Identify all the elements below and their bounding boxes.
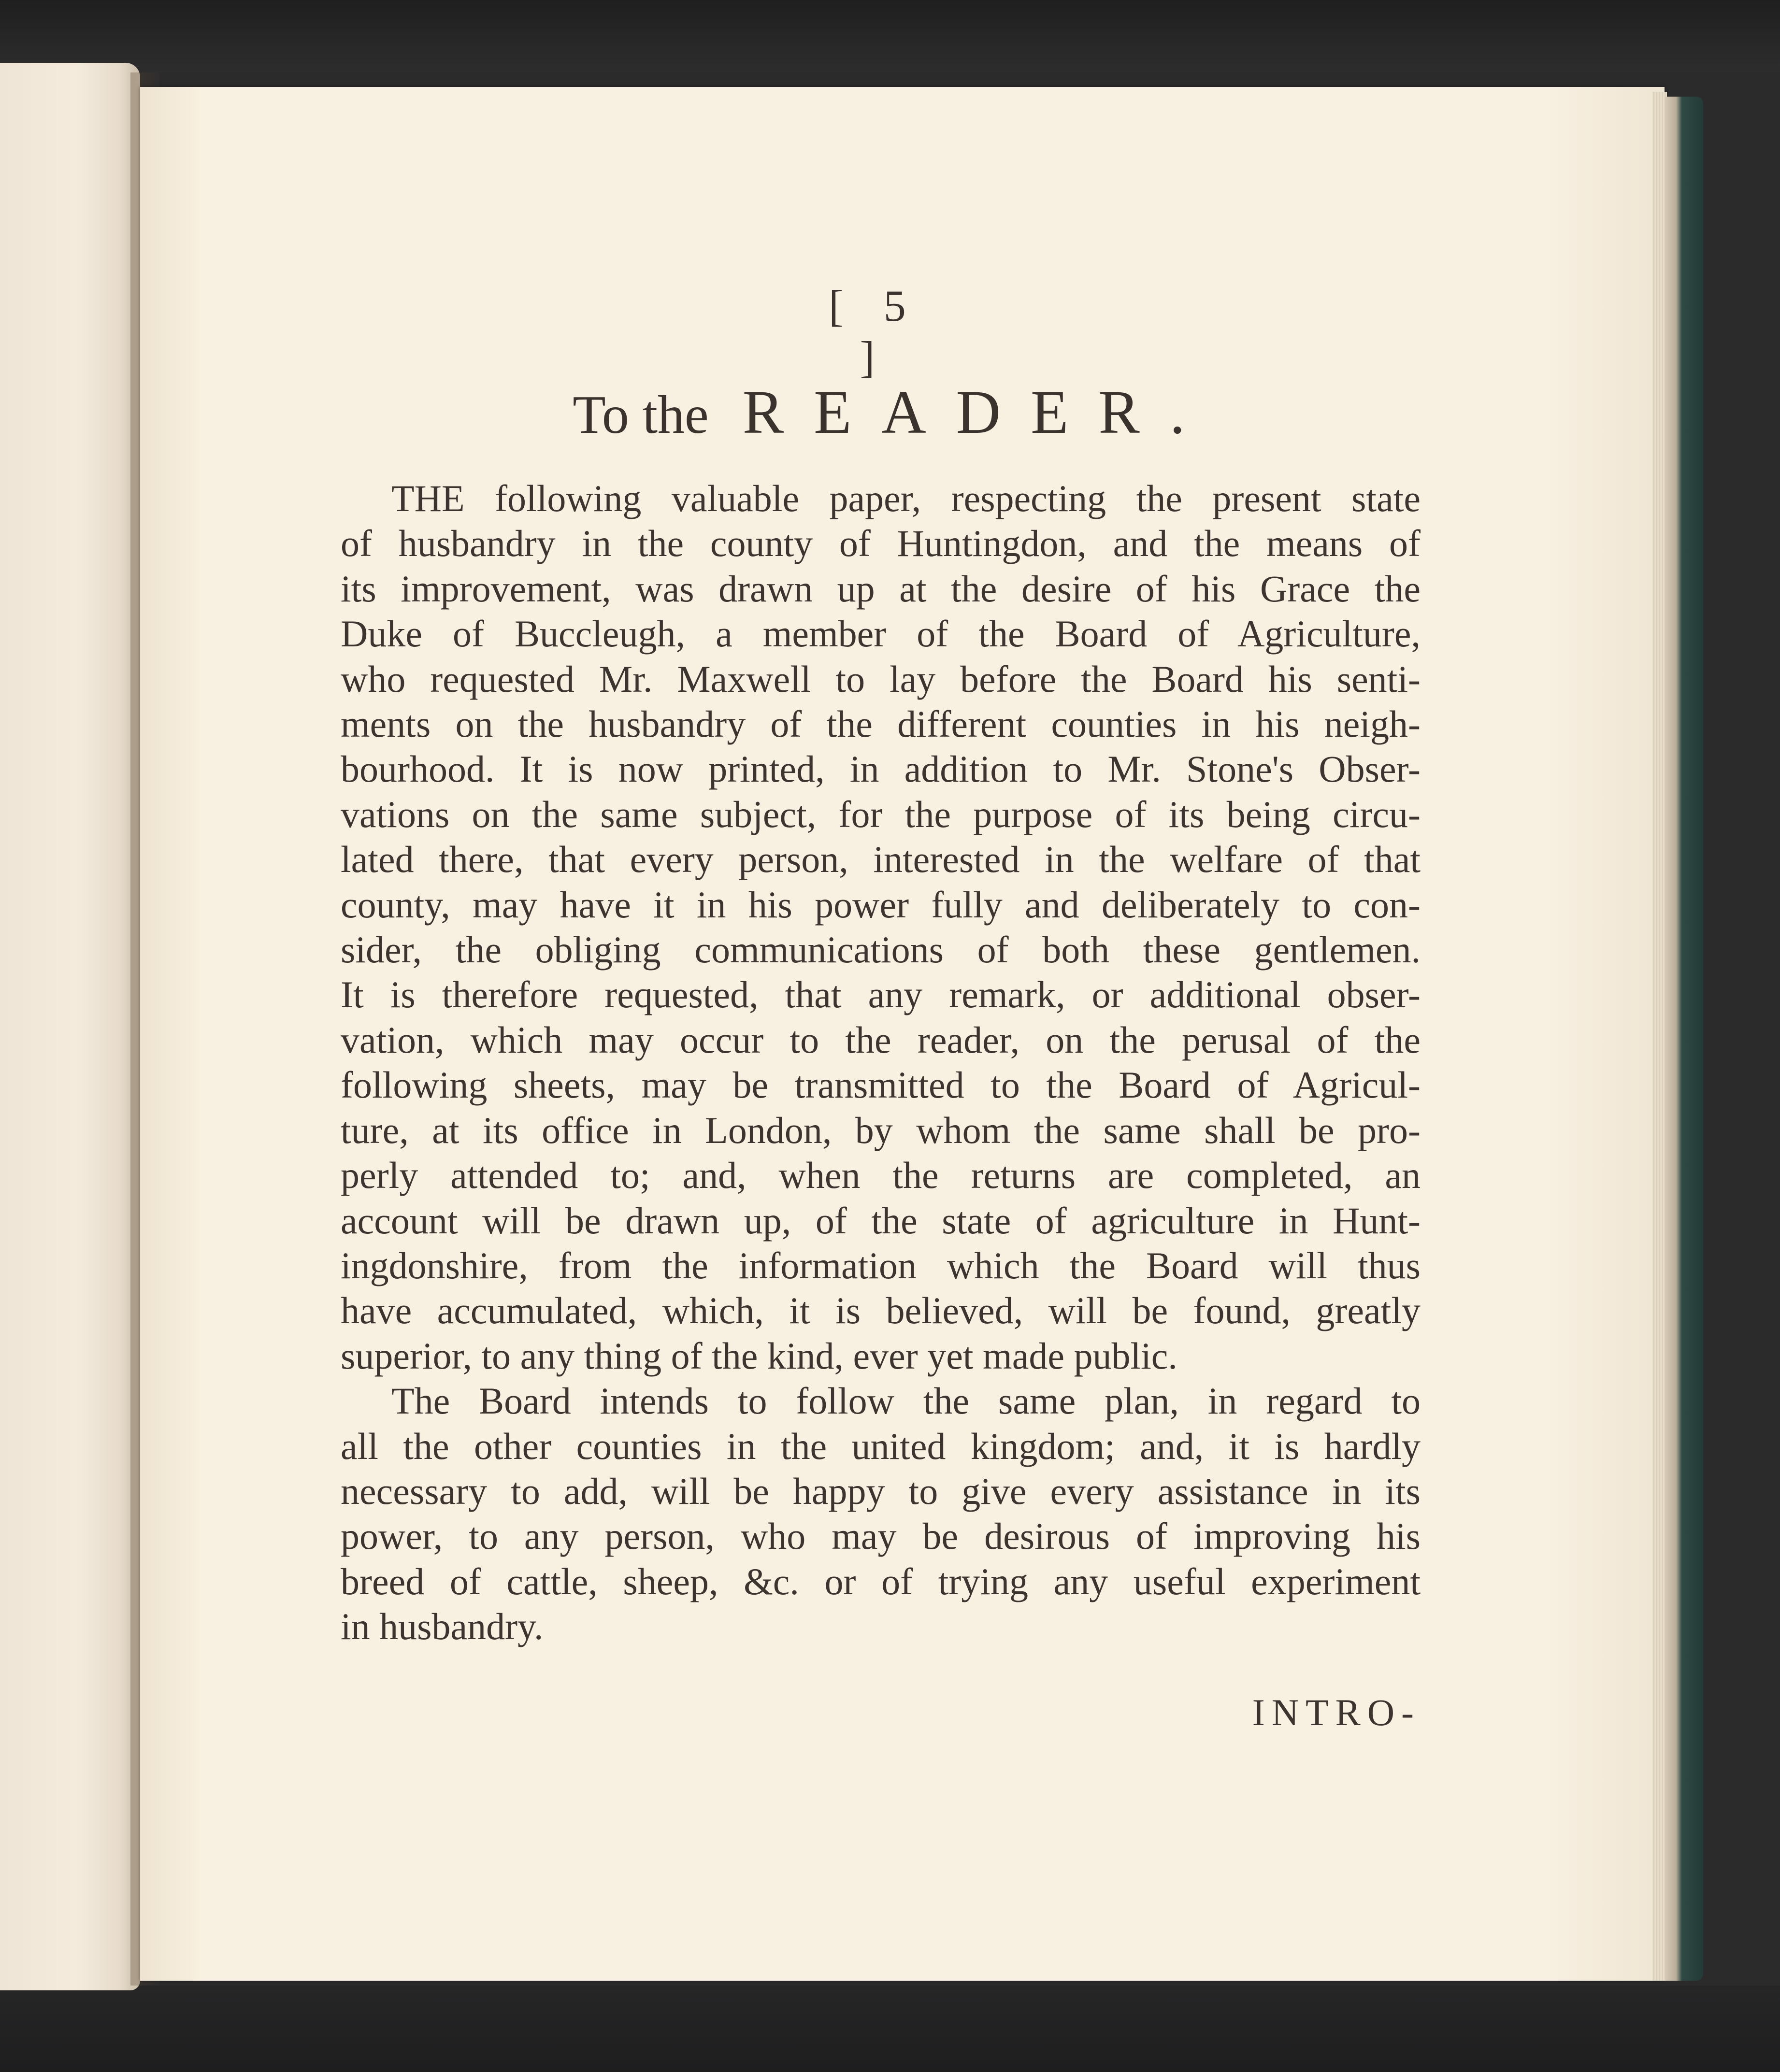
- text-line: It is therefore requested, that any remark, or additional obser-: [341, 973, 1421, 1016]
- text-line: THE following valuable paper, respecting the present state: [391, 477, 1421, 519]
- catchword: INTRO-: [1252, 1691, 1421, 1733]
- backdrop: [0, 1986, 1780, 2072]
- text-line: breed of cattle, sheep, &c. or of trying any useful experiment: [341, 1560, 1421, 1602]
- title-prefix: To the: [573, 385, 709, 445]
- title-main: READER.: [742, 378, 1215, 446]
- text-line: following sheets, may be transmitted to the Board of Agricul-: [341, 1064, 1421, 1106]
- paragraph: [341, 476, 1421, 1378]
- text-line: who requested Mr. Maxwell to lay before the Board his senti-: [341, 657, 1421, 700]
- text-line: bourhood. It is now printed, in addition to Mr. Stone's Obser-: [341, 748, 1421, 790]
- text-line: The Board intends to follow the same plan, in regard to: [391, 1380, 1421, 1422]
- text-line: sider, the obliging communications of both these gentlemen.: [341, 929, 1421, 971]
- text-line: county, may have it in his power fully and deliberately to con-: [341, 883, 1421, 926]
- text-line: Duke of Buccleugh, a member of the Board of Agriculture,: [341, 613, 1421, 655]
- text-line: necessary to add, will be happy to give every assistance in its: [341, 1470, 1421, 1512]
- backdrop: [0, 0, 1780, 72]
- book-cover: [1665, 97, 1703, 1981]
- facing-page: [0, 63, 140, 1990]
- text-line: superior, to any thing of the kind, ever yet made public.: [341, 1334, 1177, 1377]
- paragraph: [341, 1378, 1421, 1649]
- text-line: all the other counties in the united kingdom; and, it is hardly: [341, 1425, 1421, 1467]
- text-line: account will be drawn up, of the state of agriculture in Hunt-: [341, 1199, 1421, 1242]
- page-number: [ 5 ]: [829, 281, 920, 382]
- text-line: of husbandry in the county of Huntingdon, and the means of: [341, 522, 1421, 565]
- text-line: vation, which may occur to the reader, on the perusal of the: [341, 1018, 1421, 1061]
- text-line: power, to any person, who may be desirous of improving his: [341, 1515, 1421, 1558]
- text-line: perly attended to; and, when the returns are completed, an: [341, 1154, 1421, 1197]
- text-line: its improvement, was drawn up at the desire of his Grace the: [341, 567, 1421, 610]
- text-line: ture, at its office in London, by whom the same shall be pro-: [341, 1109, 1421, 1151]
- text-line: in husbandry.: [341, 1605, 544, 1648]
- text-line: ingdonshire, from the information which the Board will thus: [341, 1244, 1421, 1286]
- text-line: vations on the same subject, for the purpose of its being circu-: [341, 793, 1421, 835]
- text-line: lated there, that every person, interested in the welfare of that: [341, 838, 1421, 881]
- page-title: [531, 377, 1256, 448]
- text-line: ments on the husbandry of the different counties in his neigh-: [341, 703, 1421, 745]
- text-line: have accumulated, which, it is believed, will be found, greatly: [341, 1289, 1421, 1332]
- body-text: [341, 476, 1421, 1649]
